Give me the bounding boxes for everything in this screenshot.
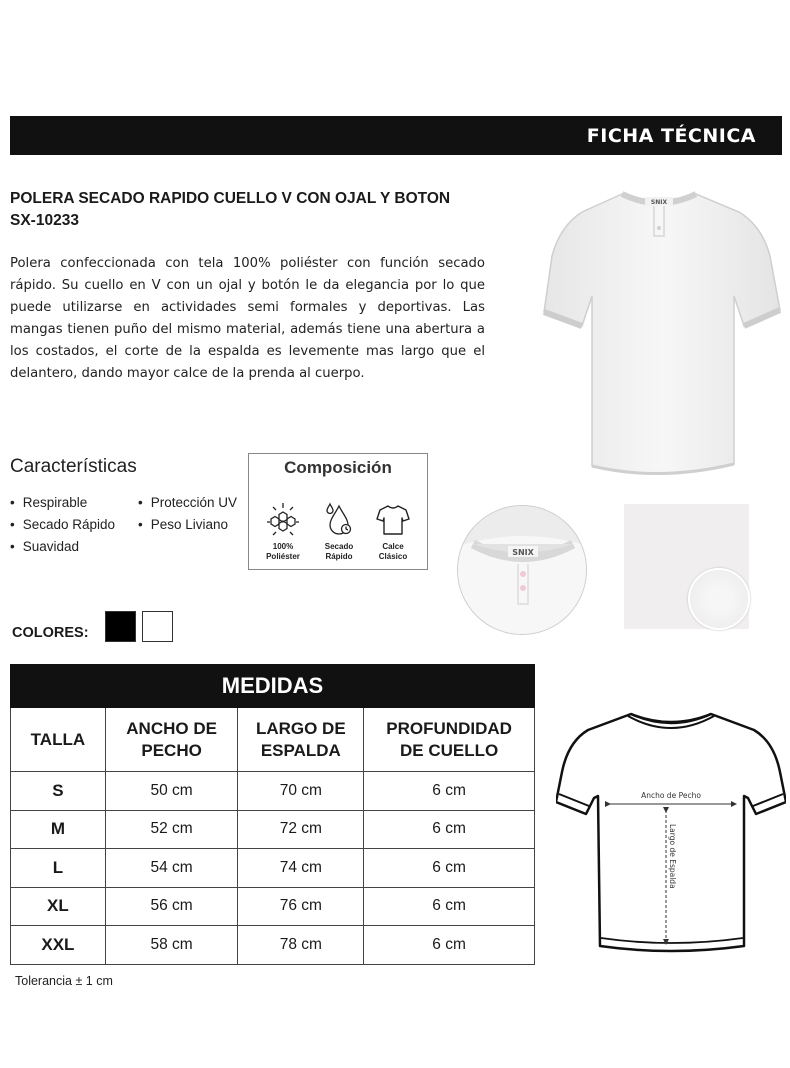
product-image (534, 186, 784, 486)
size-cell: L (11, 849, 106, 888)
table-header-row (11, 708, 535, 772)
length-cell: 72 cm (238, 810, 364, 849)
column-header: LARGO DE ESPALDA (238, 708, 364, 772)
chest-cell: 54 cm (105, 849, 238, 888)
composition-item-fit (367, 500, 419, 561)
length-cell: 76 cm (238, 887, 364, 926)
measurements-table (10, 664, 535, 965)
table-row (11, 926, 535, 965)
product-description: Polera confeccionada con tela 100% poliéster con función secado rápido. Su cuello en V con un ojal y botón le da elegancia por lo que puede utilizarse en actividades semi formales y deportivas. Las mangas tienen puño del mismo material, además tiene una abertura a los costados, el corte de la espalda es levemente mas largo que el delantero, dando mayor calce de la prenda al cuerpo. (10, 256, 485, 381)
measures-title: MEDIDAS (11, 665, 535, 708)
neck-cell: 6 cm (364, 887, 535, 926)
measurement-diagram (556, 710, 786, 960)
neck-cell: 6 cm (364, 926, 535, 965)
collar-brand-label: SNIX (512, 548, 534, 557)
column-header: ANCHO DE PECHO (105, 708, 238, 772)
size-cell: S (11, 772, 106, 811)
colors-label: COLORES: (12, 625, 89, 641)
table-row (11, 849, 535, 888)
size-cell: M (11, 810, 106, 849)
characteristics-list (10, 494, 250, 555)
composition-item-drying (313, 500, 365, 561)
chest-width-label: Ancho de Pecho (641, 791, 701, 800)
table-row (11, 810, 535, 849)
product-title (10, 188, 510, 232)
column-header: PROFUNDIDAD DE CUELLO (364, 708, 535, 772)
column-header: TALLA (11, 708, 106, 772)
fit-label: Calce Clásico (378, 542, 408, 561)
fabric-hexagon-icon (265, 500, 301, 540)
neck-cell: 6 cm (364, 849, 535, 888)
fabric-texture-image (624, 504, 749, 629)
length-cell: 78 cm (238, 926, 364, 965)
chest-cell: 56 cm (105, 887, 238, 926)
size-cell: XL (11, 887, 106, 926)
color-swatch-white[interactable] (142, 611, 173, 642)
drying-label: Secado Rápido (324, 542, 354, 561)
composition-title: Composición (284, 458, 392, 477)
characteristic-item: • Respirable (10, 494, 138, 511)
table-row (11, 772, 535, 811)
chest-cell: 50 cm (105, 772, 238, 811)
characteristics-title: Características (10, 456, 137, 477)
characteristic-item: • Peso Liviano (138, 516, 258, 533)
composition-item-fabric (257, 500, 309, 561)
collar-detail-image (457, 505, 587, 635)
characteristic-item: • Secado Rápido (10, 516, 138, 533)
composition-box (248, 453, 428, 570)
brand-label (645, 197, 673, 206)
product-title-line1: POLERA SECADO RAPIDO CUELLO V CON OJAL Y BOTON (10, 190, 451, 207)
banner-title: FICHA TÉCNICA (586, 124, 756, 147)
back-length-label: Largo de Espalda (668, 824, 677, 889)
chest-cell: 58 cm (105, 926, 238, 965)
characteristic-item: • Suavidad (10, 538, 138, 555)
characteristic-item: • Protección UV (138, 494, 258, 511)
ficha-tecnica-banner (10, 116, 782, 155)
svg-text:SNIX: SNIX (650, 199, 668, 206)
size-cell: XXL (11, 926, 106, 965)
tshirt-icon (375, 500, 411, 540)
neck-cell: 6 cm (364, 772, 535, 811)
length-cell: 74 cm (238, 849, 364, 888)
water-drop-icon (321, 500, 357, 540)
fabric-label: 100% Poliéster (266, 542, 300, 561)
fabric-zoom-circle (688, 568, 750, 630)
color-swatch-black[interactable] (105, 611, 136, 642)
table-row (11, 887, 535, 926)
neck-cell: 6 cm (364, 810, 535, 849)
length-cell: 70 cm (238, 772, 364, 811)
tolerance-note: Tolerancia ± 1 cm (15, 974, 113, 988)
chest-cell: 52 cm (105, 810, 238, 849)
product-sku: SX-10233 (10, 212, 79, 229)
